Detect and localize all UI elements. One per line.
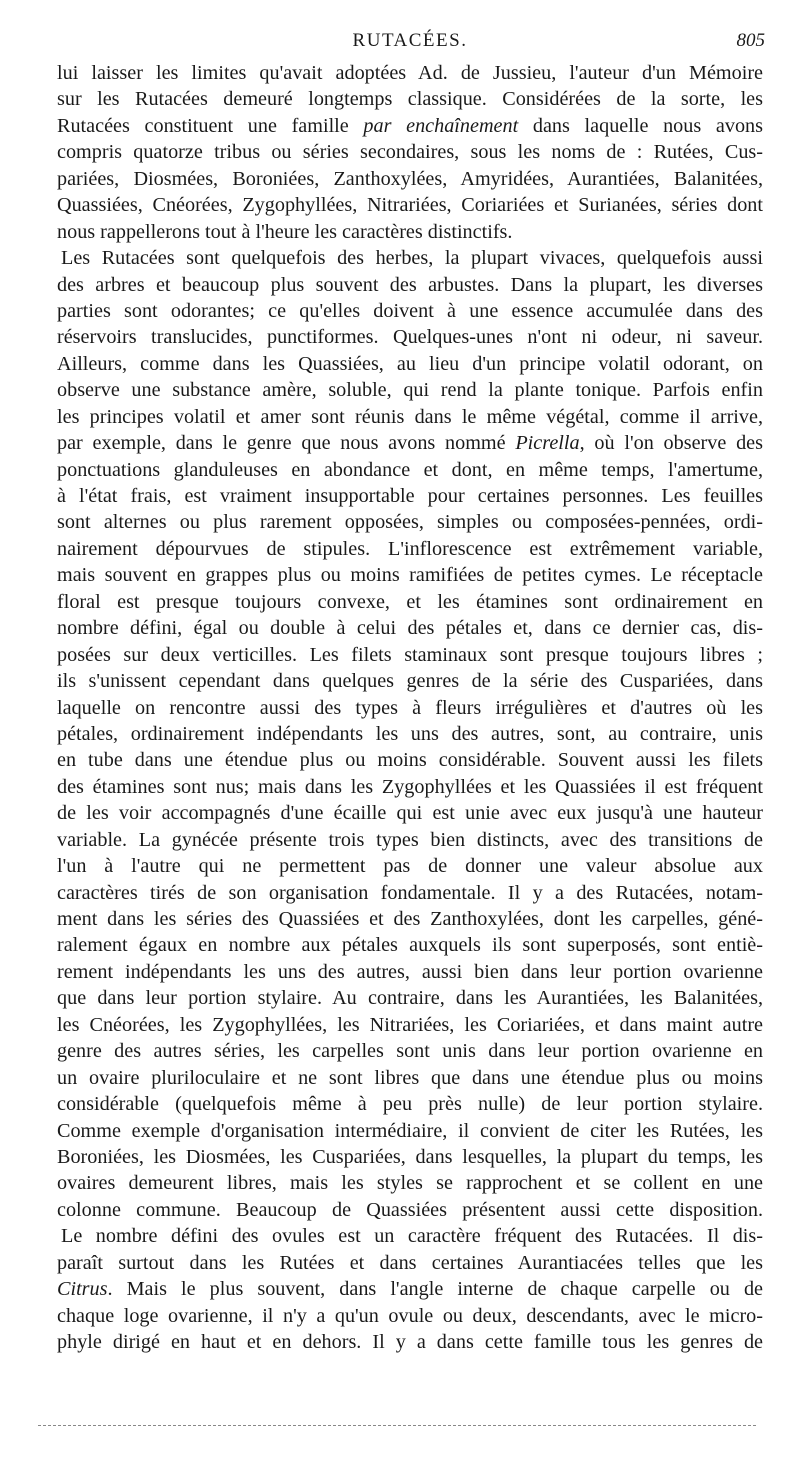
text-line: ils s'unissent cependant dans quelques genres de la série des Cuspariées, dans bbox=[57, 670, 763, 693]
text-line: posées sur deux verticilles. Les filets staminaux sont presque toujours libres ; bbox=[57, 643, 763, 666]
body-text bbox=[57, 60, 763, 1355]
text-line: nous rappellerons tout à l'heure les caractères distinctifs. bbox=[57, 220, 513, 243]
text-line: lui laisser les limites qu'avait adoptées Ad. de Jussieu, l'auteur d'un Mémoire bbox=[57, 62, 763, 84]
text-line: Le nombre défini des ovules est un caractère fréquent des Rutacées. Il dis- bbox=[61, 1225, 763, 1248]
text-line: que dans leur portion stylaire. Au contraire, dans les Aurantiées, les Balanitées, bbox=[57, 987, 763, 1010]
running-head bbox=[55, 30, 765, 56]
text-line: ovaires demeurent libres, mais les styles se rapprochent et se collent en une bbox=[57, 1172, 763, 1195]
text-line: de les voir accompagnés d'une écaille qui est unie avec eux jusqu'à une hauteur bbox=[57, 802, 763, 825]
text-line: des étamines sont nus; mais dans les Zygophyllées et les Quassiées il est fréquent bbox=[57, 775, 763, 798]
text-line: pariées, Diosmées, Boroniées, Zanthoxylées, Amyridées, Aurantiées, Balanitées, bbox=[57, 167, 763, 190]
text-line: pétales, ordinairement indépendants les uns des autres, sont, au contraire, unis bbox=[57, 722, 763, 745]
text-line: ralement égaux en nombre aux pétales auxquels ils sont superposés, sont entiè- bbox=[57, 934, 763, 957]
text-line: les Cnéorées, les Zygophyllées, les Nitrariées, les Coriariées, et dans maint autre bbox=[57, 1013, 763, 1036]
text-line: Rutacées constituent une famille par enchaînement dans laquelle nous avons bbox=[57, 114, 763, 137]
text-line: nairement dépourvues de stipules. L'inflorescence est extrêmement variable, bbox=[57, 537, 763, 560]
text-line: l'un à l'autre qui ne permettent pas de donner une valeur absolue aux bbox=[57, 855, 763, 878]
text-line: laquelle on rencontre aussi des types à fleurs irrégulières et d'autres où les bbox=[57, 696, 763, 719]
text-line: considérable (quelquefois même à peu près nulle) de leur portion stylaire. bbox=[57, 1093, 763, 1116]
running-title: RUTACÉES. bbox=[352, 30, 468, 51]
text-line: variable. La gynécée présente trois types bien distincts, avec des transitions de bbox=[57, 828, 763, 851]
text-line: Quassiées, Cnéorées, Zygophyllées, Nitrariées, Coriariées et Surianées, séries dont bbox=[57, 194, 763, 217]
text-line: des arbres et beaucoup plus souvent des arbustes. Dans la plupart, les diverses bbox=[57, 273, 763, 296]
text-line: Ailleurs, comme dans les Quassiées, au lieu d'un principe volatil odorant, on bbox=[57, 352, 763, 375]
text-line: par exemple, dans le genre que nous avons nommé Picrella, où l'on observe des bbox=[57, 432, 763, 455]
text-line: observe une substance amère, soluble, qui rend la plante tonique. Parfois enfin bbox=[57, 379, 763, 402]
text-line: phyle dirigé en haut et en dehors. Il y a dans cette famille tous les genres de bbox=[57, 1331, 763, 1353]
text-line: ment dans les séries des Quassiées et des Zanthoxylées, dont les carpelles, géné- bbox=[57, 908, 763, 930]
text-line: mais souvent en grappes plus ou moins ramifiées de petites cymes. Le réceptacle bbox=[57, 564, 763, 587]
text-line: sur les Rutacées demeuré longtemps classique. Considérées de la sorte, les bbox=[57, 88, 763, 111]
text-line: rement indépendants les uns des autres, aussi bien dans leur portion ovarienne bbox=[57, 960, 763, 983]
text-line: les principes volatil et amer sont réunis dans le même végétal, comme il arrive, bbox=[57, 405, 763, 428]
text-line: parties sont odorantes; ce qu'elles doivent à une essence accumulée dans des bbox=[57, 299, 763, 322]
text-line: à l'état frais, est vraiment insupportable pour certaines personnes. Les feuilles bbox=[57, 485, 763, 507]
text-line: ponctuations glanduleuses en abondance et dont, en même temps, l'amertume, bbox=[57, 458, 763, 481]
text-line: compris quatorze tribus ou séries secondaires, sous les noms de : Rutées, Cus- bbox=[57, 141, 763, 164]
text-line: réservoirs translucides, punctiformes. Quelques-unes n'ont ni odeur, ni saveur. bbox=[57, 326, 763, 349]
text-line: en tube dans une étendue plus ou moins considérable. Souvent aussi les filets bbox=[57, 749, 763, 772]
text-line: Boroniées, les Diosmées, les Cuspariées, dans lesquelles, la plupart du temps, les bbox=[57, 1145, 763, 1168]
text-line: nombre défini, égal ou double à celui des pétales et, dans ce dernier cas, dis- bbox=[57, 617, 763, 640]
text-line: paraît surtout dans les Rutées et dans certaines Aurantiacées telles que les bbox=[57, 1251, 763, 1274]
text-line: colonne commune. Beaucoup de Quassiées présentent aussi cette disposition. bbox=[57, 1198, 763, 1221]
page-number: 805 bbox=[736, 30, 765, 51]
text-line: chaque loge ovarienne, il n'y a qu'un ovule ou deux, descendants, avec le micro- bbox=[57, 1304, 763, 1327]
text-line: Comme exemple d'organisation intermédiaire, il convient de citer les Rutées, les bbox=[57, 1119, 763, 1142]
text-line: sont alternes ou plus rarement opposées, simples ou composées-pennées, ordi- bbox=[57, 511, 763, 534]
footer-rule bbox=[38, 1425, 756, 1426]
text-line: caractères tirés de son organisation fondamentale. Il y a des Rutacées, notam- bbox=[57, 881, 763, 904]
text-line: floral est presque toujours convexe, et les étamines sont ordinairement en bbox=[57, 590, 763, 613]
text-line: Citrus. Mais le plus souvent, dans l'angle interne de chaque carpelle ou de bbox=[57, 1278, 763, 1301]
text-line: Les Rutacées sont quelquefois des herbes, la plupart vivaces, quelquefois aussi bbox=[61, 247, 763, 270]
text-line: un ovaire pluriloculaire et ne sont libres que dans une étendue plus ou moins bbox=[57, 1066, 763, 1089]
text-line: genre des autres séries, les carpelles sont unis dans leur portion ovarienne en bbox=[57, 1040, 763, 1063]
